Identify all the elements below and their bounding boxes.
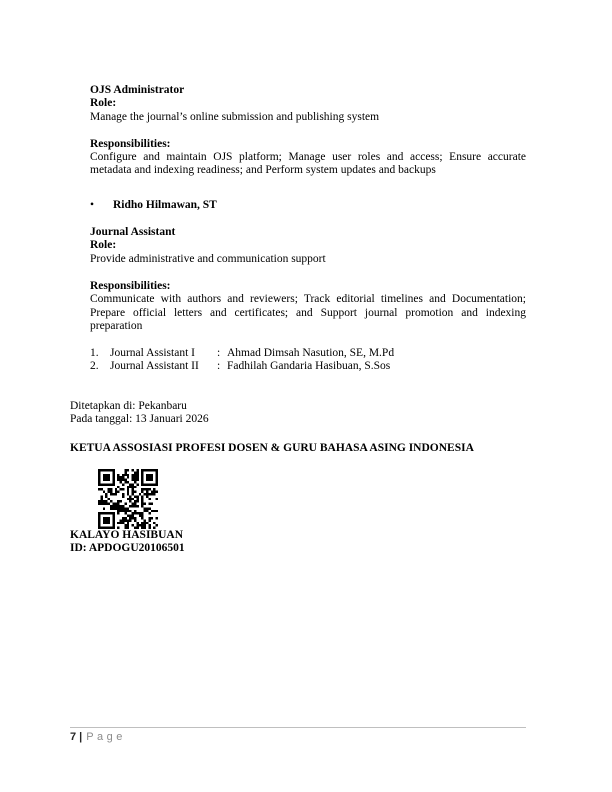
role-title: OJS Administrator [90,84,185,96]
signatory-id: ID: APDOGU20106501 [70,542,185,555]
date-line: Pada tanggal: 13 Januari 2026 [70,413,209,426]
responsibilities-text: Configure and maintain OJS platform; Manage user roles and access; Ensure accurate metadata and indexing readiness; and Perform system updates and backups [90,151,526,177]
responsibilities-label: Responsibilities: [90,279,171,292]
assignment-colon: : [217,347,221,360]
assignment-number: 2. [90,360,99,373]
assignment-label: Journal Assistant II [110,360,199,373]
role-description: Provide administrative and communication support [90,252,326,265]
role-label: Role: [90,97,117,110]
page-number: 7 [70,731,77,743]
responsibilities-label: Responsibilities: [90,137,171,150]
assignment-list [90,347,526,374]
assignment-row [90,347,526,360]
page-label: Page [86,731,126,743]
signatory-name: KALAYO HASIBUAN [70,528,184,541]
bullet-icon: • [90,198,95,211]
member-list-item [90,199,526,212]
assignment-name: Ahmad Dimsah Nasution, SE, M.Pd [227,347,395,360]
member-name: Ridho Hilmawan, ST [113,198,217,211]
assignment-name: Fadhilah Gandaria Hasibuan, S.Sos [227,360,391,373]
page-footer [70,727,526,744]
footer-text [70,731,526,744]
role-section-ojs-administrator [90,84,526,212]
footer-divider [70,727,526,728]
role-description: Manage the journal’s online submission and publishing system [90,110,380,123]
assignment-row [90,360,526,373]
main-content [90,84,526,374]
role-title: Journal Assistant [90,226,176,239]
signatory-title: KETUA ASSOSIASI PROFESI DOSEN & GURU BAHASA ASING INDONESIA [70,441,474,454]
role-section-journal-assistant [90,226,526,374]
footer-separator: | [79,731,83,743]
place-line: Ditetapkan di: Pekanbaru [70,400,187,412]
role-label: Role: [90,239,117,252]
assignment-label: Journal Assistant I [110,347,195,360]
assignment-colon: : [217,360,221,373]
closing-block [70,400,526,555]
responsibilities-text: Communicate with authors and reviewers; Track editorial timelines and Documentation; Prepare official letters and certificates; and Support journal promotion and indexing preparation [90,293,526,332]
qr-code-image [98,469,158,529]
assignment-number: 1. [90,347,99,360]
